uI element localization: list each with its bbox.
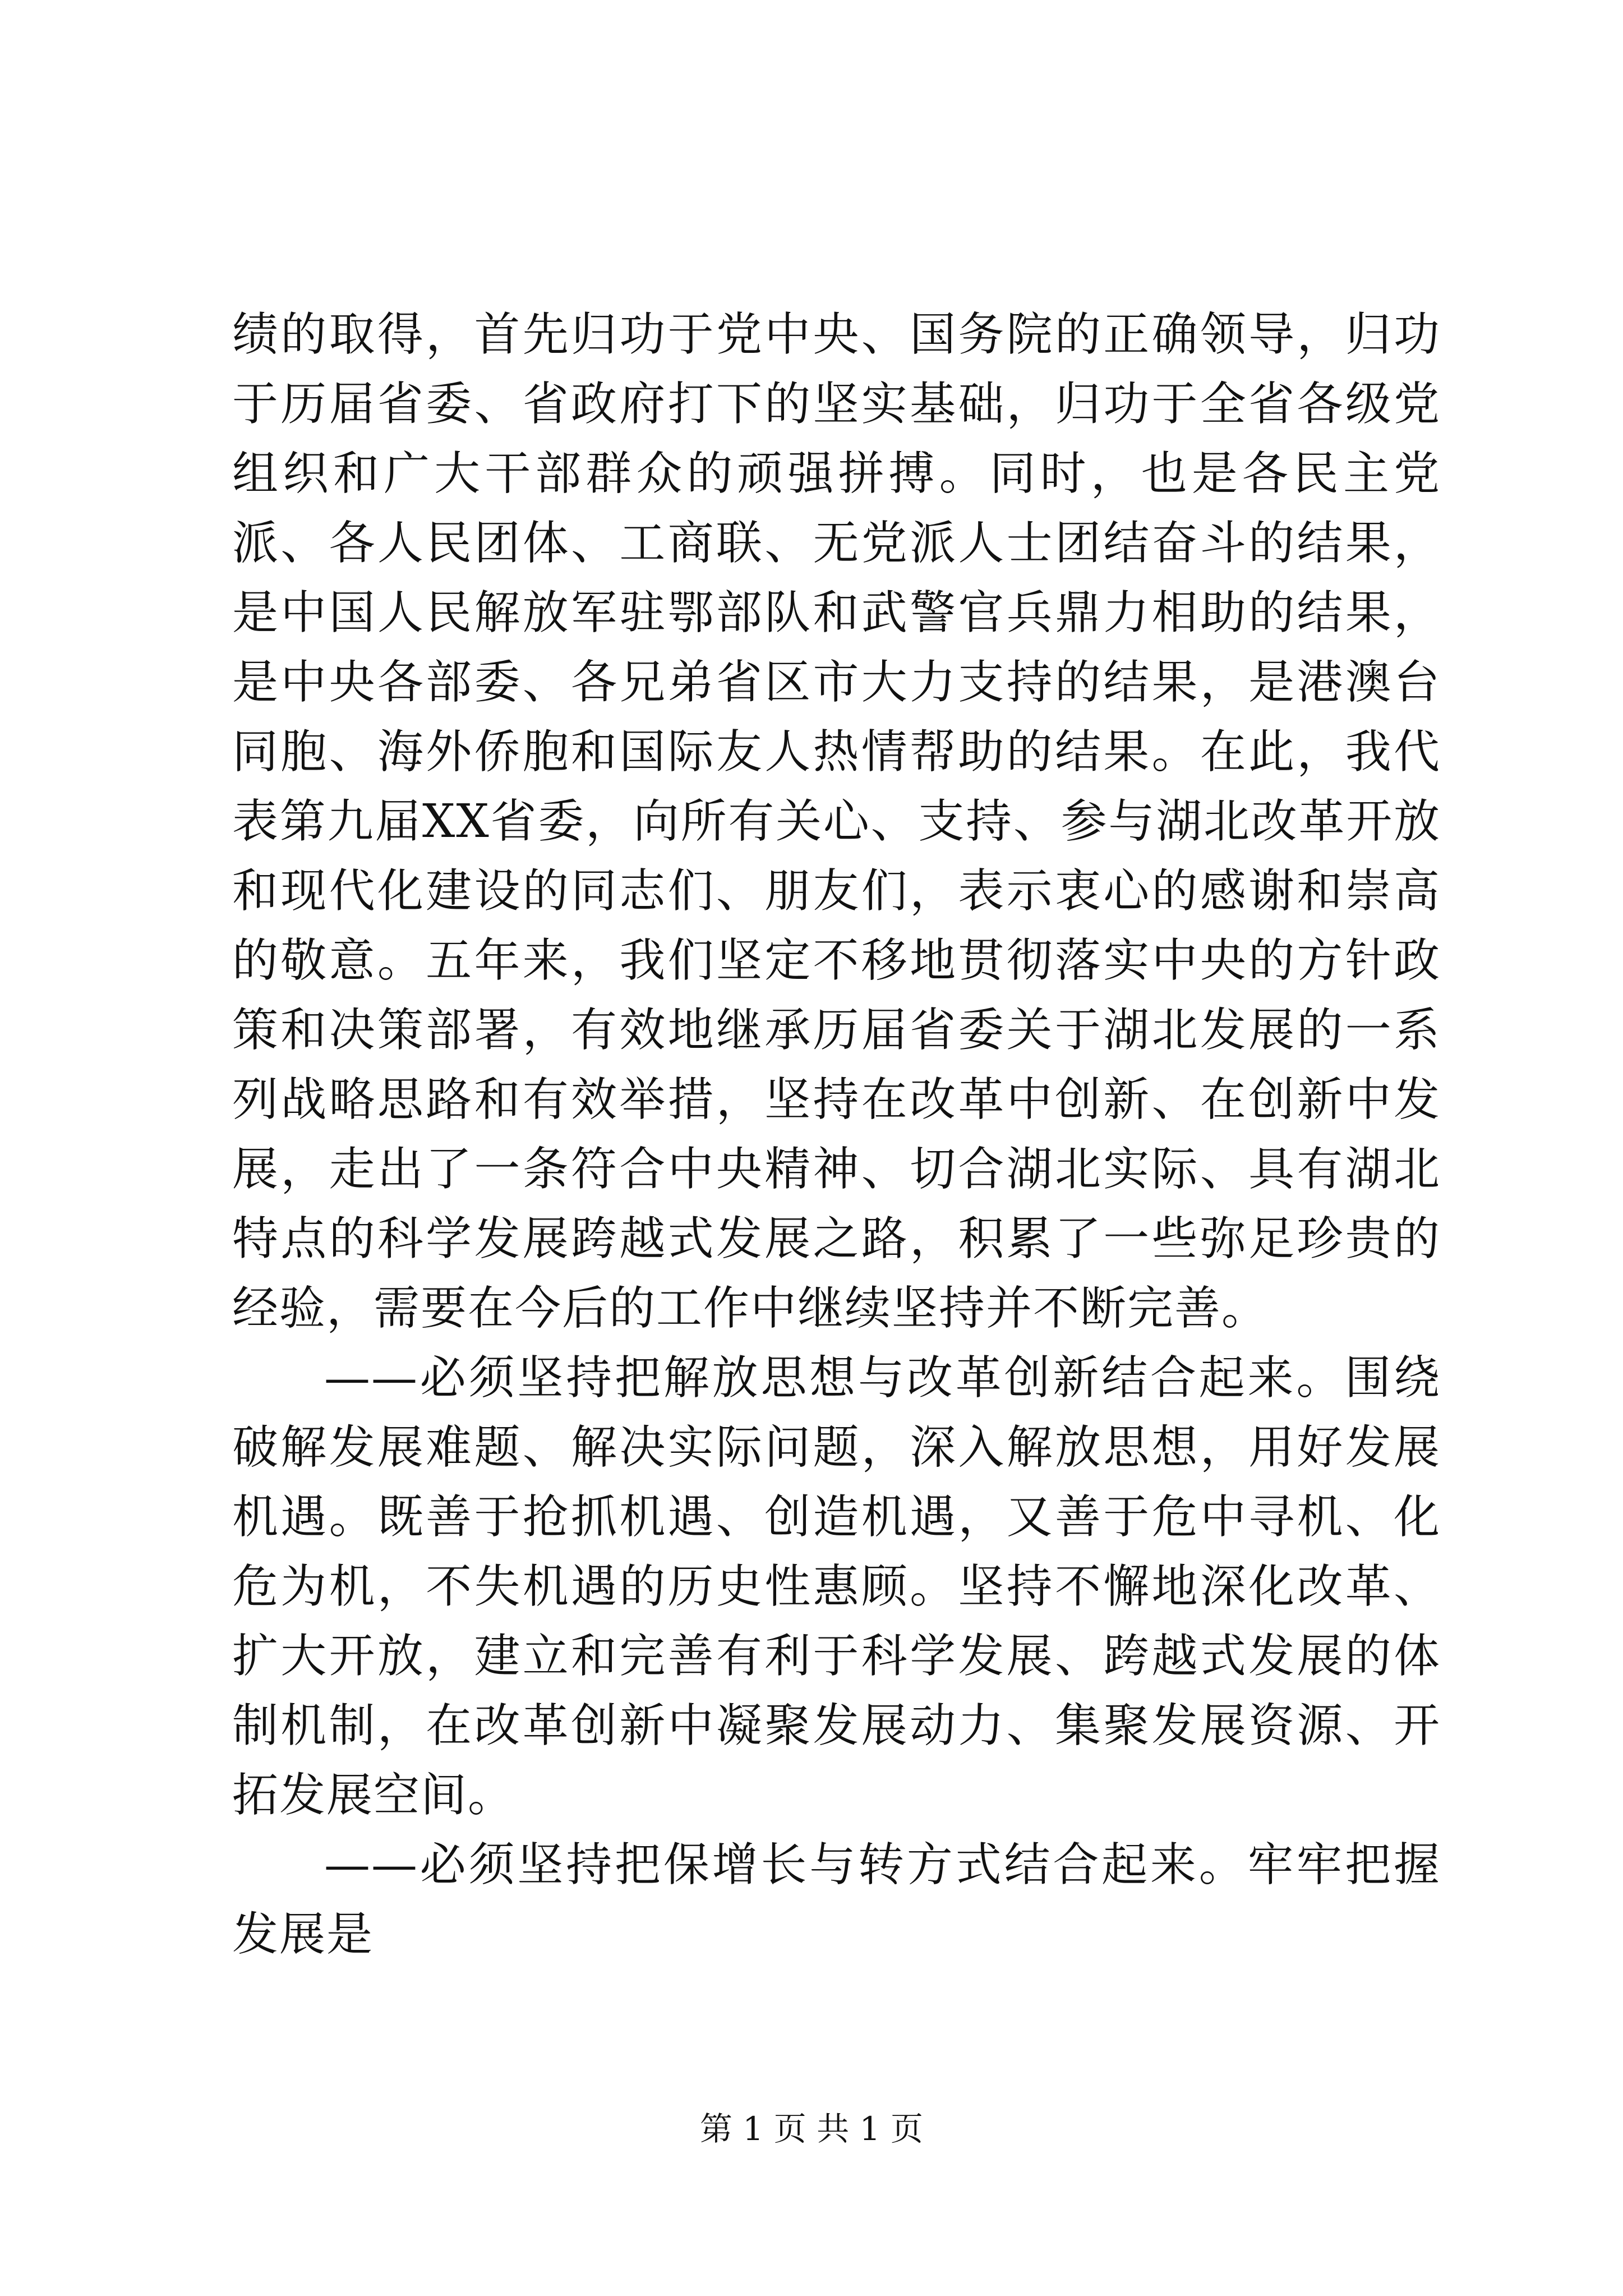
page-footer: [0, 2106, 1623, 2151]
paragraph-growth-transformation: ——必须坚持把保增长与转方式结合起来。牢牢把握发展是: [232, 1838, 1441, 1961]
page-number-label: 第 1 页 共 1 页: [700, 2110, 923, 2148]
document-body: [232, 300, 1441, 1970]
paragraph-reform-innovation: ——必须坚持把解放思想与改革创新结合起来。围绕破解发展难题、解决实际问题，深入解放思想，用好发展机遇。既善于抢抓机遇、创造机遇，又善于危中寻机、化危为机，不失机遇的历史性惠顾。坚持不懈地深化改革、扩大开放，建立和完善有利于科学发展、跨越式发展的体制机制，在改革创新中凝聚发展动力、集聚发展资源、开拓发展空间。: [232, 1351, 1441, 1822]
paragraph-continuation: 绩的取得，首先归功于党中央、国务院的正确领导，归功于历届省委、省政府打下的坚实基础，归功于全省各级党组织和广大干部群众的顽强拼搏。同时，也是各民主党派、各人民团体、工商联、无党派人士团结奋斗的结果，是中国人民解放军驻鄂部队和武警官兵鼎力相助的结果，是中央各部委、各兄弟省区市大力支持的结果，是港澳台同胞、海外侨胞和国际友人热情帮助的结果。在此，我代表第九届XX省委，向所有关心、支持、参与湖北改革开放和现代化建设的同志们、朋友们，表示衷心的感谢和崇高的敬意。五年来，我们坚定不移地贯彻落实中央的方针政策和决策部署，有效地继承历届省委关于湖北发展的一系列战略思路和有效举措，坚持在改革中创新、在创新中发展，走出了一条符合中央精神、切合湖北实际、具有湖北特点的科学发展跨越式发展之路，积累了一些弥足珍贵的经验，需要在今后的工作中继续坚持并不断完善。: [232, 308, 1441, 1335]
